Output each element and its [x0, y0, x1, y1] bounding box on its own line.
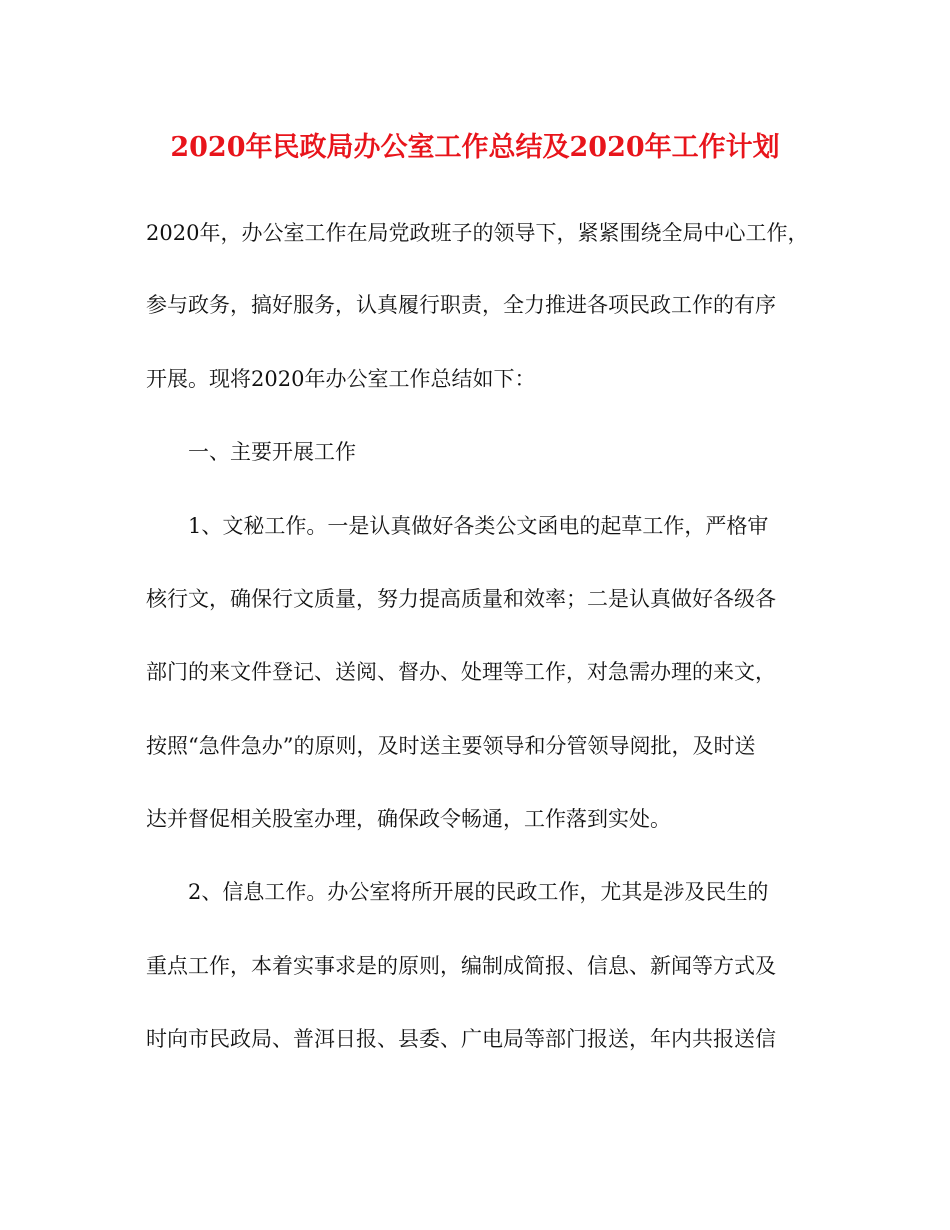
- paragraph-line-12: 时向市民政局、普洱日报、县委、广电局等部门报送，年内共报送信: [146, 1027, 776, 1051]
- paragraph-line-11: 重点工作，本着实事求是的原则，编制成简报、信息、新闻等方式及: [146, 954, 776, 978]
- document-title: 2020年民政局办公室工作总结及2020年工作计划: [170, 132, 780, 163]
- paragraph-line-7: 部门的来文件登记、送阅、督办、处理等工作，对急需办理的来文，: [146, 660, 776, 684]
- paragraph-line-5: 1、文秘工作。一是认真做好各类公文函电的起草工作，严格审: [188, 514, 769, 538]
- paragraph-line-1: 2020年，办公室工作在局党政班子的领导下，紧紧围绕全局中心工作，: [146, 221, 809, 245]
- paragraph-line-8: 按照“急件急办”的原则，及时送主要领导和分管领导阅批，及时送: [146, 734, 756, 758]
- paragraph-line-10: 2、信息工作。办公室将所开展的民政工作，尤其是涉及民生的: [188, 880, 769, 904]
- paragraph-line-6: 核行文，确保行文质量，努力提高质量和效率；二是认真做好各级各: [146, 587, 776, 611]
- paragraph-line-3: 开展。现将2020年办公室工作总结如下：: [146, 367, 536, 391]
- paragraph-line-9: 达并督促相关股室办理，确保政令畅通，工作落到实处。: [146, 807, 671, 831]
- section-heading: 一、主要开展工作: [188, 440, 356, 464]
- paragraph-line-2: 参与政务，搞好服务，认真履行职责，全力推进各项民政工作的有序: [146, 293, 776, 317]
